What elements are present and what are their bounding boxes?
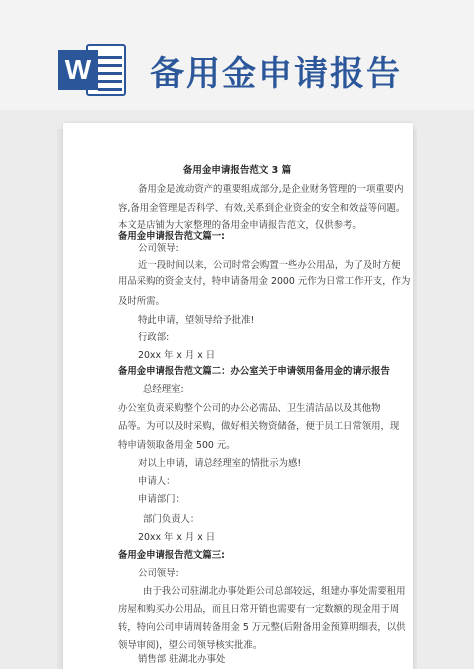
word-badge: W xyxy=(58,50,98,90)
body-line: 总经理室: xyxy=(143,384,184,395)
body-line: 特申请领取备用金 500 元。 xyxy=(118,440,236,451)
word-document-icon xyxy=(58,42,128,98)
section-heading: 备用金申请报告范文篇一: xyxy=(118,231,225,242)
banner-title: 备用金申请报告 xyxy=(150,54,402,94)
body-line: 办公室负责采购整个公司的办公必需品、卫生清洁品以及其他物 xyxy=(118,403,381,414)
body-line: 及时所需。 xyxy=(118,296,165,307)
body-line: 特此申请，望领导给予批准! xyxy=(138,315,255,326)
body-line: 申请人： xyxy=(138,476,176,487)
body-line: 申请部门： xyxy=(138,494,185,505)
body-line: 本文是店铺为大家整理的备用金申请报告范文，仅供参考。 xyxy=(118,220,362,231)
body-line: 房屋和购买办公用品，而且日常开销也需要有一定数额的现金用于周 xyxy=(118,604,400,615)
document-title: 备用金申请报告范文 3 篇 xyxy=(182,165,292,176)
section-heading: 备用金申请报告范文篇三: xyxy=(118,550,225,561)
body-line: 领导审阅)，望公司领导核实批准。 xyxy=(118,640,263,651)
body-line: 转，特向公司申请周转备用金 5 万元整(后附备用金预算明细表，以供 xyxy=(118,622,406,633)
body-line: 销售部 驻湖北办事处 xyxy=(138,654,226,665)
body-line: 20xx 年 x 月 x 日 xyxy=(138,532,216,543)
body-line: 对以上申请，请总经理室的情批示为感! xyxy=(138,458,302,469)
body-line: 容,备用金管理是否科学、有效,关系到企业资金的安全和效益等问题。 xyxy=(118,203,406,214)
body-line: 行政部: xyxy=(138,332,170,343)
section-heading: 备用金申请报告范文篇二：办公室关于申请领用备用金的请示报告 xyxy=(118,366,390,377)
body-line: 公司领导: xyxy=(138,568,179,579)
body-line: 用品采购的资金支付，特申请备用金 2000 元作为日常工作开支，作为 xyxy=(118,276,411,287)
body-line: 由于我公司驻湖北办事处距公司总部较远，组建办事处需要租用 xyxy=(143,586,406,597)
header-banner xyxy=(0,0,474,110)
body-line: 近一段时间以来，公司时常会购置一些办公用品，为了及时方便 xyxy=(138,260,401,271)
body-line: 公司领导: xyxy=(138,243,179,254)
body-line: 部门负责人： xyxy=(143,514,200,525)
body-line: 品等。为可以及时采购，做好相关物资储备，便于员工日常领用，现 xyxy=(118,421,400,432)
body-line: 20xx 年 x 月 x 日 xyxy=(138,350,216,361)
body-line: 备用金是流动资产的重要组成部分,是企业财务管理的一项重要内 xyxy=(138,184,404,195)
